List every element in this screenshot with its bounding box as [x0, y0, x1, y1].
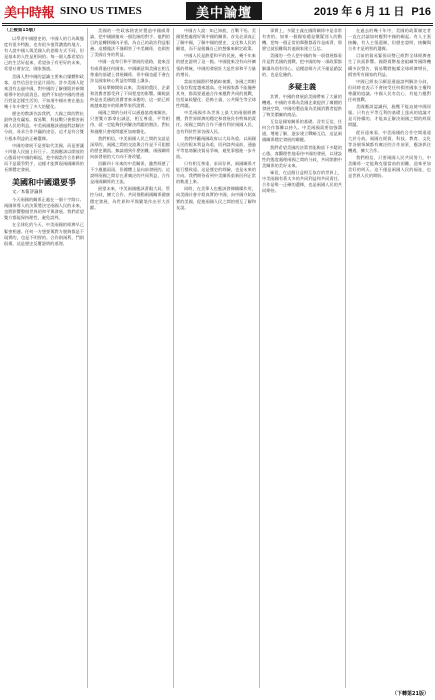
paragraph: 我們呼籲兩國政府以大局為重，以兩國人民的根本利益為重，回到談判桌前，通過平等協商解決貿易爭端，避免事態進一步升級。 [176, 135, 256, 159]
masthead [0, 0, 435, 22]
masthead-rule [2, 23, 433, 24]
continued-from-label: （上接第15版） [4, 28, 38, 33]
paragraph: 我們相信，中美兩國人民之間的友誼是深厚的，兩國之間的交流與合作是不可阻擋的歷史潮流。無論遇到什麼困難，兩國關係向前發展的大方向不會改變。 [90, 135, 170, 159]
column-divider [345, 28, 346, 688]
section-title: 美中論壇 [186, 2, 262, 20]
paragraph: 我們相信，只要兩國人民共同努力，中美關係一定能夠克服當前的困難，迎來更加美好的明天。這不僅是兩國人民的福祉，也是世界人民的期盼。 [348, 154, 431, 179]
paragraph: 美國的一些政客熱衷於製造中國威脅論，把中國描繪成一個危險的對手。他們的目的是轉移國內矛盾，為自己的政治利益服務。這種做法不僅損害了中美關係，也損害了美國自身的利益。 [90, 28, 170, 58]
paragraph: 中國一直奉行和平發展的道路，從來沒有威脅過任何國家。中國願意與美國在相互尊重的基礎上發展關係，但中國也絕不會在涉及國家核心利益的問題上讓步。 [90, 59, 170, 83]
paragraph: 在全球化的今天，中美兩國的經濟早已緊密相連。任何一方想要與對方脫鉤都是不現實的，也是不明智的。合作則兩利，鬥則俱傷，這是歷史反覆證明的道理。 [4, 222, 84, 246]
masthead-rule-thin [2, 25, 433, 26]
newspaper-logo: 美中時報 [4, 5, 55, 21]
article-column-1 [4, 28, 84, 688]
paragraph: 當前的國際形勢錯綜複雜，各國之間相互依存程度越來越高。任何國家都不能獨善其身，都需要通過合作來應對共同的挑戰，包括氣候變化、恐怖主義、公共衛生等全球性問題。 [176, 78, 256, 109]
page-number: P16 [411, 6, 431, 18]
paragraph: 互信是國家關係的基礎。沒有互信，任何合作都難以持久。中美兩國需要加強溝通，增進了解，逐步建立戰略互信，這是兩國關係穩定發展的關鍵。 [262, 119, 342, 143]
article-column-3 [176, 28, 256, 688]
paragraph: 美國人對中國的認識主要來自媒體和政客，這些信息往往是片面的。許多美國人從來沒有去過中國，對中國的了解僅限於新聞報導中的負面消息。他們不知道中國的普通百姓是怎樣生活的，不知道中國社會在過去幾十年中發生了多大的變化。 [4, 73, 84, 110]
continued-on-label: （下轉第21版） [392, 691, 429, 697]
paragraph: 在過去的幾十年中，美國的政策制定者一直在討論如何應對中國的崛起。有人主張接觸，有人主張遏制，但歷史證明，接觸與合作才是明智的選擇。 [348, 28, 431, 52]
paragraph: 美國的一些人把中國的每一項發展都看作是對美國的挑戰，把中國的每一項政策都解讀為別有用心。這種思維方式不僅是錯誤的，也是危險的。 [262, 53, 342, 77]
newspaper-english-name: SINO US TIMES [60, 5, 142, 17]
paragraph: 從長遠來看，中美兩國的合作空間遠遠大於分歧。兩國在經貿、科技、教育、文化等各個領域都有廣泛的合作前景，應該抓住機遇，擴大合作。 [348, 129, 431, 153]
article-byline: 文／本報評論員 [12, 190, 43, 196]
paragraph: 同時，在美華人也應該發揮橋樑作用，向美國社會介紹真實的中國，向中國介紹真實的美國，促進兩國人民之間的相互了解和友誼。 [176, 186, 256, 210]
paragraph: 以學習中國歷史的，中國人的行為與態度有很多特點，也有很多值得讚賞的地方。有人說中國人與美國人的思維方式不同，但是基本的人性是相同的。每一個人都希望自己的生活好起來，希望孩子有更好的未來，希望社會安定，國家強盛。 [4, 36, 84, 72]
paragraph: 只有相互尊重、求同存異，兩國關係才能行穩致遠。這是歷史的經驗，也是未來的方向。我們期待看到中美關係重新回到正常的軌道上來。 [176, 160, 256, 185]
column-divider [87, 28, 88, 688]
column-divider [173, 28, 174, 688]
paragraph: 美國應該認識到，施壓不能迫使中國屈服。只有在平等互利的基礎上達成的協議才是可持續的，才能真正解決兩國之間的經貿問題。 [348, 104, 431, 128]
article-headline: 多疑主義 [288, 81, 316, 91]
paragraph: 回顧四十年來的中美關係，雖然經歷了不少風風雨雨，但總體上是向前發展的。這說明兩國之間存在著廣泛的共同利益，合作是兩國關係的主流。 [90, 160, 170, 185]
issue-info [310, 3, 431, 19]
paragraph: 中國人民是熱愛和平的民族，幾千年來的歷史證明了這一點。中國從來沒有向外擴張的傳統，中國的發展壯大是世界和平力量的增長。 [176, 53, 256, 77]
paragraph: 貿易摩擦開始以來，美國的農民、企業和消費者都受到了不同程度的影響。關稅最終是由美國的消費者來承擔的，這一點已經被越來越多的經濟學家所證實。 [90, 84, 170, 109]
paragraph: 目前的貿易緊張局勢已經對全球經濟產生了負面影響。國際貨幣基金組織等國際機構多次警告，貿易戰將拖累全球經濟增長，損害所有國家的利益。 [348, 53, 431, 77]
paragraph: 中國的發展不是要取代美國，而是要讓十四億人民過上好日子。美國應該以開放的心態看待中國的崛起，把中國當作合作夥伴而不是競爭對手，這樣才能實現兩國關係的長期穩定發展。 [4, 142, 84, 172]
paragraph: 我們希望美國的決策者能夠放下多疑的心態，客觀理性地看待中國的發展，以建設性的態度處理兩國之間的分歧，共同開創中美關係的美好未來。 [262, 144, 342, 168]
article-column-4 [262, 28, 342, 688]
paragraph: 兩國之間的分歧可以通過協商來解決。只要雙方都拿出誠意，相互尊重，平等相待，就一定能夠找到解決問題的辦法。對抗和施壓只會使問題更加複雜化。 [90, 110, 170, 134]
paragraph: 中國已經表示願意通過談判解決分歧，但同時也表示不會接受任何損害國家主權和尊嚴的協議。中國人民有信心、有能力應對任何挑戰。 [348, 78, 431, 103]
paragraph: 事實上，多疑主義在國際關係中是非常有害的。如果一個國家總是懷疑別人的動機，把每一個正常的舉動都看作是威脅，那麼它就很難與其他國家建立互信。 [262, 28, 342, 52]
paragraph: 展望未來，中美兩國應該著眼大局，管控分歧，擴大合作，共同推動兩國關係健康穩定發展，為世界和平與繁榮作出更大貢獻。 [90, 186, 170, 210]
paragraph: 中國古人說：知己知彼，百戰不殆。美國要想處理好與中國的關係，首先必須真正了解中國，了解中國的歷史、文化和人民的願望，而不是根據自己的想像來制定政策。 [176, 28, 256, 52]
column-divider [259, 28, 260, 688]
article-column-2 [90, 28, 170, 688]
paragraph: 其實，中國的發展給美國帶來了大量的機遇。中國的市場為美國企業提供了廣闊的發展空間，中國的製造業為美國消費者提供了物美價廉的商品。 [262, 93, 342, 118]
issue-date: 2019 年 6 月 11 日 [313, 6, 405, 18]
article-headline: 美國和中國還要爭 [12, 177, 76, 188]
paragraph: 中美兩國作為世界上最大的兩個經濟體，對世界經濟的穩定和發展負有特殊的責任。兩國之間的合作不僅有利於兩國人民，也有利於世界各國人民。 [176, 110, 256, 134]
paragraph: 今天兩國的關係正處在一個十字路口。兩國領導人的決策將決定兩國人民的未來，也將影響整個世界的和平與發展。我們希望雙方都能保持理性，避免誤判。 [4, 197, 84, 221]
article-column-5 [348, 28, 431, 688]
paragraph: 畢竟，在這個日益相互依存的世界上，中美兩國有著太多的共同利益和共同責任。合作是唯一正確的選擇，也是兩國人民的共同期待。 [262, 169, 342, 194]
paragraph: 歷史的教訓告訴我們，大國之間的對抗最終沒有贏家。貿易戰、科技戰只會損害兩國人民的利益。中美兩國應該通過對話解決分歧，尋求合作共贏的途徑，這才是符合雙方根本利益的正確選擇。 [4, 111, 84, 141]
